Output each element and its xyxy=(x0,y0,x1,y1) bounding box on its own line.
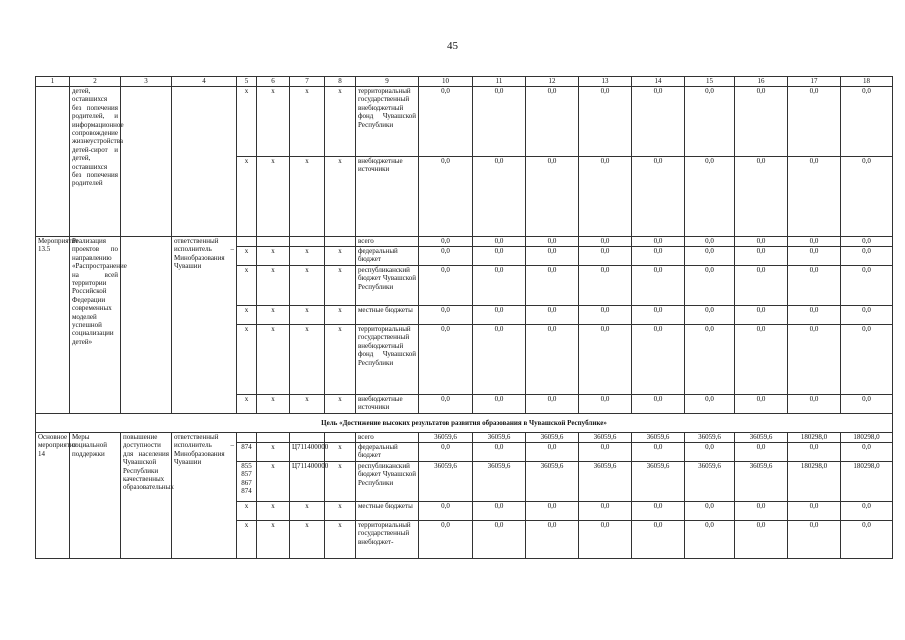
funding-source-cell: всего xyxy=(356,433,419,443)
value-cell: 0,0 xyxy=(632,306,685,325)
value-cell: 0,0 xyxy=(579,325,632,395)
column-number: 16 xyxy=(735,77,788,87)
value-cell: 0,0 xyxy=(526,502,579,521)
column-number: 12 xyxy=(526,77,579,87)
value-cell: 0,0 xyxy=(632,521,685,559)
value-cell: 0,0 xyxy=(685,306,735,325)
value-cell: 0,0 xyxy=(419,237,473,247)
item-number-cell xyxy=(36,87,70,237)
column-number: 14 xyxy=(632,77,685,87)
value-cell: 0,0 xyxy=(632,443,685,462)
value-cell: 0,0 xyxy=(473,266,526,306)
value-cell: 0,0 xyxy=(788,306,841,325)
table-row xyxy=(36,433,893,443)
value-cell: 0,0 xyxy=(841,325,893,395)
value-cell: 0,0 xyxy=(473,306,526,325)
value-cell: 0,0 xyxy=(841,237,893,247)
value-cell: 0,0 xyxy=(685,325,735,395)
value-cell: 0,0 xyxy=(526,247,579,266)
value-cell: 180298,0 xyxy=(788,462,841,502)
value-cell: 0,0 xyxy=(419,266,473,306)
value-cell: 0,0 xyxy=(685,237,735,247)
value-cell: 0,0 xyxy=(526,237,579,247)
value-cell: 0,0 xyxy=(841,157,893,237)
value-cell: 0,0 xyxy=(735,237,788,247)
value-cell: 0,0 xyxy=(735,325,788,395)
value-cell: 0,0 xyxy=(841,306,893,325)
value-cell: 36059,6 xyxy=(473,433,526,443)
column-number: 8 xyxy=(325,77,356,87)
value-cell: 0,0 xyxy=(841,247,893,266)
item-number-cell: Мероприятие 13.5 xyxy=(36,237,70,414)
value-cell: 0,0 xyxy=(685,266,735,306)
code-expense-cell xyxy=(325,237,356,247)
value-cell: 0,0 xyxy=(685,395,735,414)
column-number: 11 xyxy=(473,77,526,87)
code-grbs-cell: x xyxy=(237,306,257,325)
value-cell: 0,0 xyxy=(788,247,841,266)
value-cell: 0,0 xyxy=(473,247,526,266)
value-cell: 0,0 xyxy=(473,443,526,462)
value-cell: 0,0 xyxy=(526,266,579,306)
value-cell: 0,0 xyxy=(579,237,632,247)
value-cell: 36059,6 xyxy=(526,462,579,502)
column-number: 3 xyxy=(121,77,172,87)
value-cell: 0,0 xyxy=(419,325,473,395)
column-number: 4 xyxy=(172,77,237,87)
value-cell: 0,0 xyxy=(841,443,893,462)
code-section-cell: x xyxy=(257,87,290,157)
code-grbs-cell xyxy=(237,237,257,247)
value-cell: 0,0 xyxy=(788,237,841,247)
code-section-cell: x xyxy=(257,157,290,237)
code-section-cell: x xyxy=(257,306,290,325)
value-cell: 0,0 xyxy=(685,87,735,157)
value-cell: 36059,6 xyxy=(685,433,735,443)
table-row xyxy=(36,87,893,157)
value-cell: 0,0 xyxy=(735,521,788,559)
value-cell: 0,0 xyxy=(579,247,632,266)
value-cell: 0,0 xyxy=(788,395,841,414)
code-section-cell: x xyxy=(257,462,290,502)
value-cell: 0,0 xyxy=(685,247,735,266)
value-cell: 36059,6 xyxy=(632,433,685,443)
value-cell: 0,0 xyxy=(419,306,473,325)
code-target-cell xyxy=(290,433,325,443)
value-cell: 0,0 xyxy=(735,502,788,521)
column-number: 2 xyxy=(70,77,121,87)
value-cell: 0,0 xyxy=(419,502,473,521)
column-number: 6 xyxy=(257,77,290,87)
value-cell: 36059,6 xyxy=(579,462,632,502)
value-cell: 0,0 xyxy=(579,87,632,157)
code-section-cell: x xyxy=(257,443,290,462)
value-cell: 180298,0 xyxy=(841,462,893,502)
value-cell: 0,0 xyxy=(735,395,788,414)
code-section-cell: x xyxy=(257,395,290,414)
code-target-cell: x xyxy=(290,157,325,237)
value-cell: 36059,6 xyxy=(419,433,473,443)
column-number: 13 xyxy=(579,77,632,87)
value-cell: 0,0 xyxy=(632,247,685,266)
code-expense-cell: x xyxy=(325,395,356,414)
goal-link-cell: повышение доступности для населения Чувашской Республики качественных образовательных xyxy=(121,433,172,559)
value-cell: 0,0 xyxy=(841,87,893,157)
value-cell: 36059,6 xyxy=(419,462,473,502)
goal-heading: Цель «Достижение высоких результатов развития образования в Чувашской Республике» xyxy=(36,414,893,433)
code-section-cell xyxy=(257,433,290,443)
value-cell: 0,0 xyxy=(473,237,526,247)
column-number: 18 xyxy=(841,77,893,87)
value-cell: 0,0 xyxy=(526,521,579,559)
code-section-cell: x xyxy=(257,266,290,306)
budget-table xyxy=(35,76,893,559)
value-cell: 0,0 xyxy=(685,157,735,237)
code-target-cell: x xyxy=(290,521,325,559)
value-cell: 0,0 xyxy=(841,266,893,306)
value-cell: 0,0 xyxy=(788,87,841,157)
value-cell: 0,0 xyxy=(788,521,841,559)
code-target-cell: x xyxy=(290,266,325,306)
code-expense-cell: x xyxy=(325,247,356,266)
value-cell: 0,0 xyxy=(685,521,735,559)
code-target-cell: x xyxy=(290,395,325,414)
value-cell: 0,0 xyxy=(473,87,526,157)
item-name-cell: Меры социальной поддержки xyxy=(70,433,121,559)
column-number: 7 xyxy=(290,77,325,87)
code-section-cell: x xyxy=(257,247,290,266)
value-cell: 0,0 xyxy=(735,157,788,237)
code-grbs-cell: x xyxy=(237,325,257,395)
value-cell: 0,0 xyxy=(632,237,685,247)
code-grbs-cell: x xyxy=(237,521,257,559)
item-name-cell: детей, оставшихся без попечения родителей, и информационное сопровождение жизнеустройства детей-сирот и детей, оставшихся без попечения родителей xyxy=(70,87,121,237)
code-target-cell: Ц711400000 xyxy=(290,443,325,462)
value-cell: 0,0 xyxy=(419,521,473,559)
value-cell: 0,0 xyxy=(473,502,526,521)
column-number: 10 xyxy=(419,77,473,87)
table-row xyxy=(36,237,893,247)
code-section-cell xyxy=(257,237,290,247)
value-cell: 0,0 xyxy=(685,443,735,462)
value-cell: 0,0 xyxy=(473,325,526,395)
code-expense-cell: x xyxy=(325,462,356,502)
funding-source-cell: всего xyxy=(356,237,419,247)
value-cell: 0,0 xyxy=(526,306,579,325)
funding-source-cell: внебюджетные источники xyxy=(356,157,419,237)
value-cell: 0,0 xyxy=(788,266,841,306)
value-cell: 0,0 xyxy=(735,443,788,462)
code-expense-cell xyxy=(325,433,356,443)
value-cell: 0,0 xyxy=(419,157,473,237)
value-cell: 0,0 xyxy=(526,157,579,237)
value-cell: 180298,0 xyxy=(788,433,841,443)
column-number: 9 xyxy=(356,77,419,87)
funding-source-cell: федеральный бюджет xyxy=(356,247,419,266)
value-cell: 0,0 xyxy=(419,87,473,157)
value-cell: 36059,6 xyxy=(632,462,685,502)
value-cell: 0,0 xyxy=(579,443,632,462)
value-cell: 0,0 xyxy=(526,443,579,462)
code-grbs-cell: x xyxy=(237,395,257,414)
funding-source-cell: республиканский бюджет Чувашской Республики xyxy=(356,266,419,306)
value-cell: 0,0 xyxy=(579,266,632,306)
value-cell: 36059,6 xyxy=(473,462,526,502)
value-cell: 0,0 xyxy=(526,87,579,157)
column-number: 5 xyxy=(237,77,257,87)
code-grbs-cell xyxy=(237,433,257,443)
value-cell: 0,0 xyxy=(473,521,526,559)
value-cell: 0,0 xyxy=(579,395,632,414)
value-cell: 36059,6 xyxy=(526,433,579,443)
value-cell: 180298,0 xyxy=(841,433,893,443)
code-section-cell: x xyxy=(257,325,290,395)
code-grbs-cell: 874 xyxy=(237,443,257,462)
value-cell: 0,0 xyxy=(579,306,632,325)
code-grbs-cell: 855 857 867 874 xyxy=(237,462,257,502)
value-cell: 0,0 xyxy=(473,395,526,414)
item-name-cell: Реализация проектов по направлению «Распространение на всей территории Российской Федерации современных моделей успешной социализации детей» xyxy=(70,237,121,414)
code-expense-cell: x xyxy=(325,157,356,237)
value-cell: 0,0 xyxy=(735,306,788,325)
funding-source-cell: внебюджетные источники xyxy=(356,395,419,414)
goal-link-cell xyxy=(121,87,172,237)
value-cell: 0,0 xyxy=(632,502,685,521)
code-target-cell: x xyxy=(290,502,325,521)
code-target-cell xyxy=(290,237,325,247)
code-expense-cell: x xyxy=(325,266,356,306)
value-cell: 0,0 xyxy=(632,395,685,414)
executor-cell: ответственный исполнитель – Минобразования Чувашии xyxy=(172,237,237,414)
code-grbs-cell: x xyxy=(237,157,257,237)
value-cell: 0,0 xyxy=(788,157,841,237)
code-grbs-cell: x xyxy=(237,502,257,521)
funding-source-cell: территориальный государственный внебюджетный фонд Чувашской Республики xyxy=(356,87,419,157)
value-cell: 0,0 xyxy=(632,266,685,306)
funding-source-cell: территориальный государственный внебюджет- xyxy=(356,521,419,559)
code-target-cell: Ц711400000 xyxy=(290,462,325,502)
column-number-row xyxy=(36,77,893,87)
funding-source-cell: местные бюджеты xyxy=(356,502,419,521)
funding-source-cell: республиканский бюджет Чувашской Республики xyxy=(356,462,419,502)
page-number: 45 xyxy=(447,40,458,52)
table-body xyxy=(36,77,893,559)
value-cell: 0,0 xyxy=(473,157,526,237)
value-cell: 36059,6 xyxy=(579,433,632,443)
code-expense-cell: x xyxy=(325,502,356,521)
value-cell: 0,0 xyxy=(526,325,579,395)
code-target-cell: x xyxy=(290,306,325,325)
funding-source-cell: федеральный бюджет xyxy=(356,443,419,462)
code-target-cell: x xyxy=(290,247,325,266)
value-cell: 0,0 xyxy=(735,266,788,306)
code-target-cell: x xyxy=(290,325,325,395)
column-number: 1 xyxy=(36,77,70,87)
code-expense-cell: x xyxy=(325,443,356,462)
value-cell: 0,0 xyxy=(841,521,893,559)
funding-source-cell: территориальный государственный внебюджетный фонд Чувашской Республики xyxy=(356,325,419,395)
value-cell: 0,0 xyxy=(419,443,473,462)
item-number-cell: Основное мероприятие 14 xyxy=(36,433,70,559)
value-cell: 0,0 xyxy=(788,325,841,395)
value-cell: 0,0 xyxy=(735,247,788,266)
column-number: 15 xyxy=(685,77,735,87)
code-expense-cell: x xyxy=(325,87,356,157)
code-expense-cell: x xyxy=(325,325,356,395)
value-cell: 0,0 xyxy=(788,443,841,462)
value-cell: 0,0 xyxy=(579,157,632,237)
value-cell: 0,0 xyxy=(579,521,632,559)
code-target-cell: x xyxy=(290,87,325,157)
value-cell: 36059,6 xyxy=(735,433,788,443)
value-cell: 0,0 xyxy=(579,502,632,521)
funding-source-cell: местные бюджеты xyxy=(356,306,419,325)
column-number: 17 xyxy=(788,77,841,87)
value-cell: 0,0 xyxy=(419,247,473,266)
value-cell: 0,0 xyxy=(632,87,685,157)
value-cell: 0,0 xyxy=(735,87,788,157)
goal-link-cell xyxy=(121,237,172,414)
value-cell: 0,0 xyxy=(632,325,685,395)
value-cell: 0,0 xyxy=(841,502,893,521)
executor-cell: ответственный исполнитель – Минобразования Чувашии xyxy=(172,433,237,559)
value-cell: 0,0 xyxy=(841,395,893,414)
code-section-cell: x xyxy=(257,502,290,521)
code-grbs-cell: x xyxy=(237,247,257,266)
value-cell: 36059,6 xyxy=(685,462,735,502)
value-cell: 0,0 xyxy=(419,395,473,414)
code-section-cell: x xyxy=(257,521,290,559)
goal-row xyxy=(36,414,893,433)
value-cell: 0,0 xyxy=(526,395,579,414)
code-grbs-cell: x xyxy=(237,266,257,306)
value-cell: 0,0 xyxy=(788,502,841,521)
value-cell: 36059,6 xyxy=(735,462,788,502)
value-cell: 0,0 xyxy=(685,502,735,521)
code-expense-cell: x xyxy=(325,521,356,559)
value-cell: 0,0 xyxy=(632,157,685,237)
code-expense-cell: x xyxy=(325,306,356,325)
executor-cell xyxy=(172,87,237,237)
code-grbs-cell: x xyxy=(237,87,257,157)
